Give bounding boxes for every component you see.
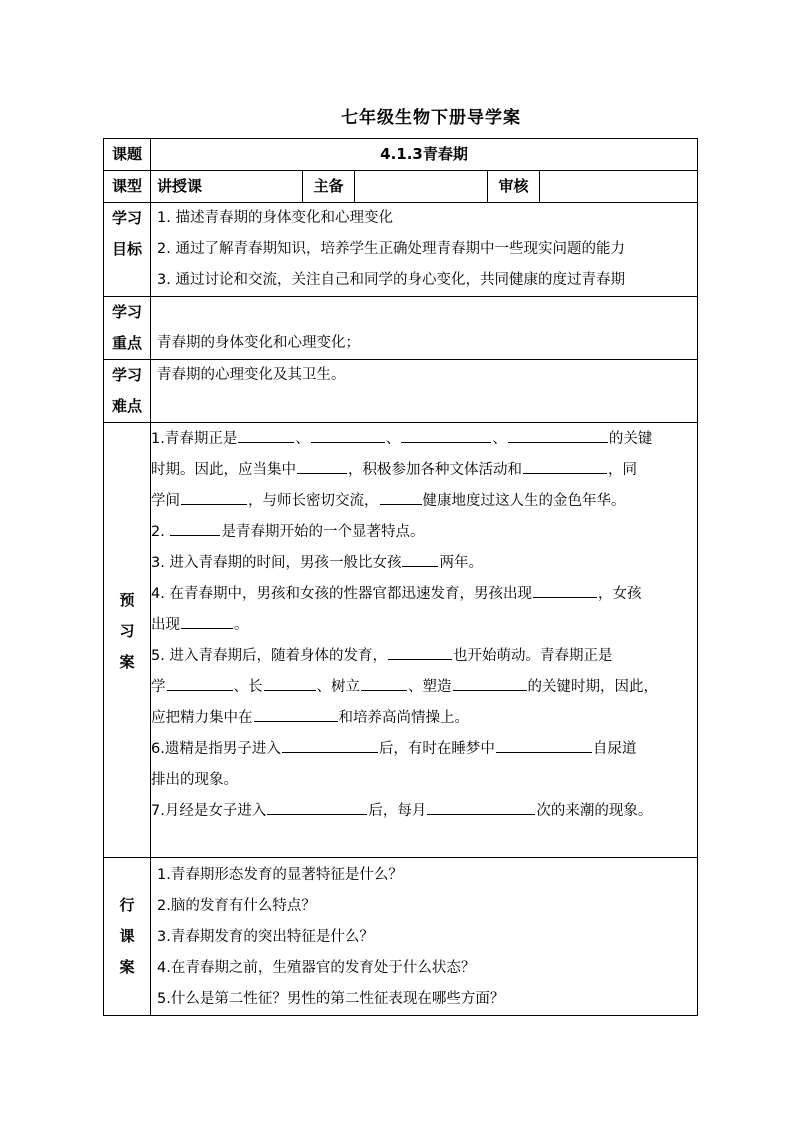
goals-label-line2: 目标 xyxy=(111,240,142,258)
reviewer-value xyxy=(540,171,698,203)
preview-q4-line2: 出现 。 xyxy=(151,610,697,641)
lesson-label-char: 行 xyxy=(119,896,135,914)
type-row xyxy=(104,171,698,203)
goal-item: 3. 通过讨论和交流，关注自己和同学的身心变化，共同健康的度过青春期 xyxy=(157,272,625,288)
preview-row xyxy=(104,423,698,858)
lesson-question: 4.在青春期之前，生殖器官的发育处于什么状态？ xyxy=(157,960,476,976)
lesson-question: 3.青春期发育的突出特征是什么？ xyxy=(157,929,374,945)
lesson-label xyxy=(104,858,151,1016)
lead-preparer-value xyxy=(355,171,488,203)
preview-q6-line2: 排出的现象。 xyxy=(151,772,238,788)
lesson-question: 2.脑的发育有什么特点？ xyxy=(157,898,316,914)
focus-label-line1: 学习 xyxy=(111,303,142,321)
document-title: 七年级生物下册导学案 xyxy=(341,108,521,128)
type-value: 讲授课 xyxy=(151,171,303,203)
preview-q5-line3: 应把精力集中在 和培养高尚情操上。 xyxy=(151,703,697,734)
preview-q5-line2: 学 、长 、树立 、塑造 的关键时期，因此， xyxy=(151,672,697,703)
goal-item: 2. 通过了解青春期知识，培养学生正确处理青春期中一些现实问题的能力 xyxy=(157,241,625,257)
preview-q1-line1: 1.青春期正是 、 、 、 的关键 xyxy=(151,424,697,455)
topic-value: 4.1.3青春期 xyxy=(151,139,698,171)
goals-label-line1: 学习 xyxy=(111,209,142,227)
topic-label: 课题 xyxy=(104,139,151,171)
difficulty-label xyxy=(104,360,151,423)
preview-q5-line1: 5. 进入青春期后，随着身体的发育， 也开始萌动。青春期正是 xyxy=(151,641,697,672)
preview-q2: 2. 是青春期开始的一个显著特点。 xyxy=(151,517,697,548)
lesson-question: 1.青春期形态发育的显著特征是什么？ xyxy=(157,867,403,883)
goals-list xyxy=(151,203,698,297)
preview-q1-line2: 时期。因此，应当集中 ，积极参加各种文体活动和 ，同 xyxy=(151,455,697,486)
difficulty-value: 青春期的心理变化及其卫生。 xyxy=(151,360,698,423)
study-plan-table xyxy=(103,138,698,1016)
goals-label xyxy=(104,203,151,297)
focus-value: 青春期的身体变化和心理变化； xyxy=(157,335,360,351)
focus-label xyxy=(104,297,151,360)
preview-label-char: 习 xyxy=(119,621,135,640)
lead-preparer-label: 主备 xyxy=(303,171,355,203)
focus-value-cell xyxy=(151,297,698,360)
preview-q1-line3: 学间 ，与师长密切交流， 健康地度过这人生的金色年华。 xyxy=(151,486,697,517)
preview-questions xyxy=(151,423,698,858)
preview-q7: 7.月经是女子进入 后，每月 次的来潮的现象。 xyxy=(151,796,697,827)
lesson-questions xyxy=(151,858,698,1016)
preview-label xyxy=(104,423,151,858)
focus-label-line2: 重点 xyxy=(111,334,142,352)
difficulty-row xyxy=(104,360,698,423)
preview-q3: 3. 进入青春期的时间，男孩一般比女孩 两年。 xyxy=(151,548,697,579)
preview-label-char: 预 xyxy=(119,590,135,609)
lesson-question: 5.什么是第二性征？男性的第二性征表现在哪些方面？ xyxy=(157,991,505,1007)
goal-item: 1. 描述青春期的身体变化和心理变化 xyxy=(157,210,393,226)
focus-row xyxy=(104,297,698,360)
lesson-label-char: 课 xyxy=(119,927,135,945)
difficulty-label-line1: 学习 xyxy=(111,366,142,384)
lesson-row xyxy=(104,858,698,1016)
preview-q6-line1: 6.遗精是指男子进入 后，有时在睡梦中 自尿道 xyxy=(151,734,697,765)
difficulty-label-line2: 难点 xyxy=(111,397,142,415)
preview-label-char: 案 xyxy=(119,652,135,671)
goals-row xyxy=(104,203,698,297)
lesson-label-char: 案 xyxy=(119,958,135,976)
reviewer-label: 审核 xyxy=(488,171,540,203)
topic-row xyxy=(104,139,698,171)
preview-q4-line1: 4. 在青春期中，男孩和女孩的性器官都迅速发育，男孩出现 ，女孩 xyxy=(151,579,697,610)
type-label: 课型 xyxy=(104,171,151,203)
